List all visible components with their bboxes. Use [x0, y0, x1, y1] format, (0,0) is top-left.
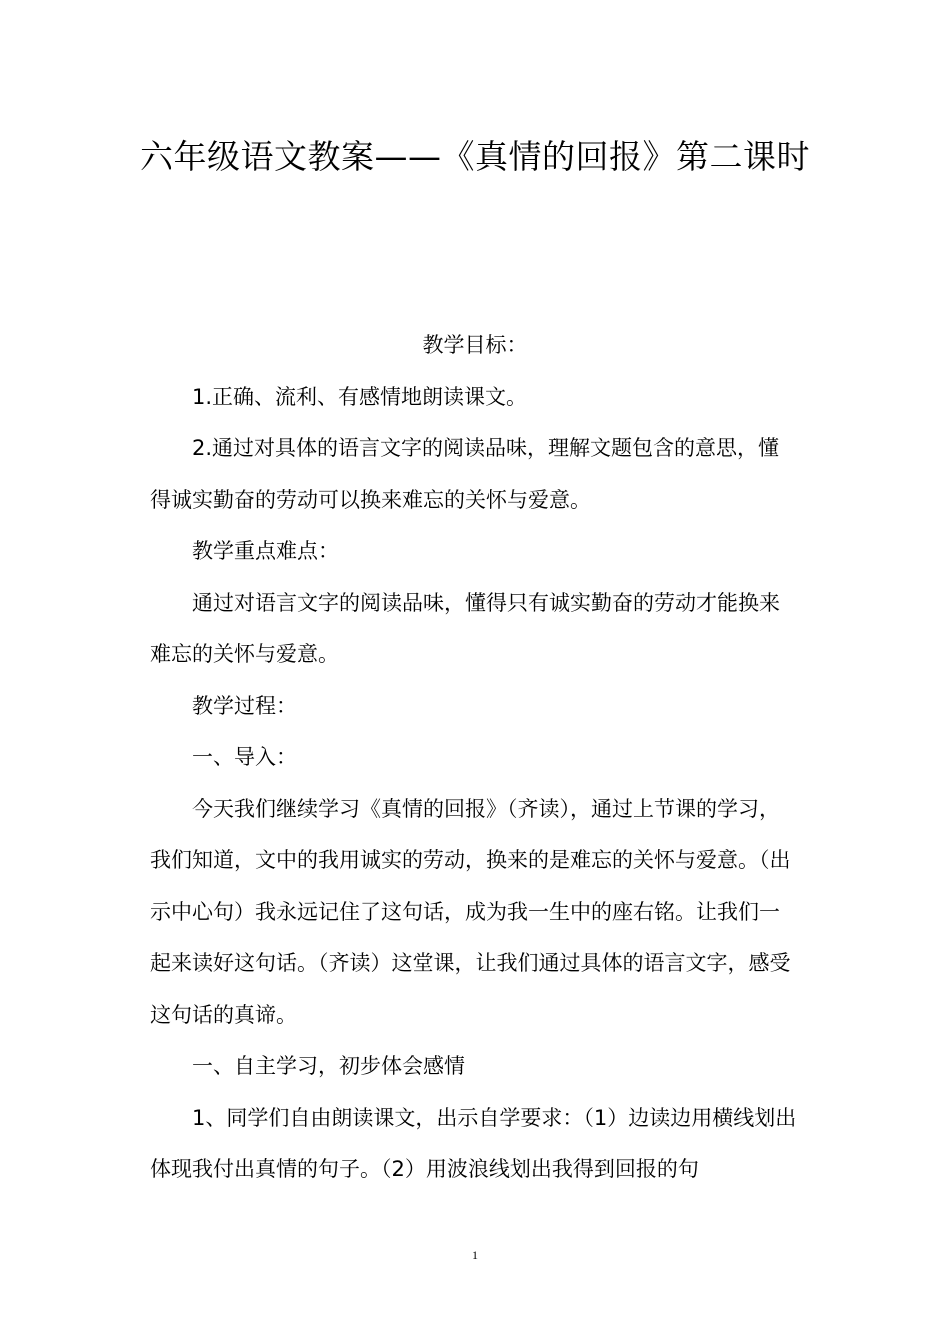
page-number: 1: [472, 1248, 478, 1262]
objective-1: 1.正确、流利、有感情地朗读课文。: [192, 384, 528, 409]
document-title: 六年级语文教案——《真情的回报》第二课时: [140, 137, 810, 176]
key-points-text: 通过对语言文字的阅读品味，懂得只有诚实勤奋的劳动才能换来难忘的关怀与爱意。: [150, 590, 780, 666]
section-2-item-1: 1、同学们自由朗读课文，出示自学要求：（1）边读边用横线划出体现我付出真情的句子。（2）用波浪线划出我得到回报的句: [150, 1105, 797, 1181]
document-body: [150, 320, 800, 1196]
process-heading: 教学过程：: [192, 693, 297, 718]
section-2-heading: 一、自主学习，初步体会感情: [192, 1054, 465, 1078]
objective-2: 2.通过对具体的语言文字的阅读品味，理解文题包含的意思，懂得诚实勤奋的劳动可以换来难忘的关怀与爱意。: [150, 436, 780, 512]
section-1-heading: 一、导入：: [192, 745, 297, 769]
section-1-text: 今天我们继续学习《真情的回报》（齐读），通过上节课的学习，我们知道，文中的我用诚实的劳动，换来的是难忘的关怀与爱意。（出示中心句）我永远记住了这句话，成为我一生中的座右铭。让我们一起来读好这句话。（齐读）这堂课，让我们通过具体的语言文字，感受这句话的真谛。: [150, 796, 791, 1027]
objectives-heading: 教学目标：: [422, 333, 528, 357]
key-points-heading: 教学重点难点：: [192, 539, 339, 563]
